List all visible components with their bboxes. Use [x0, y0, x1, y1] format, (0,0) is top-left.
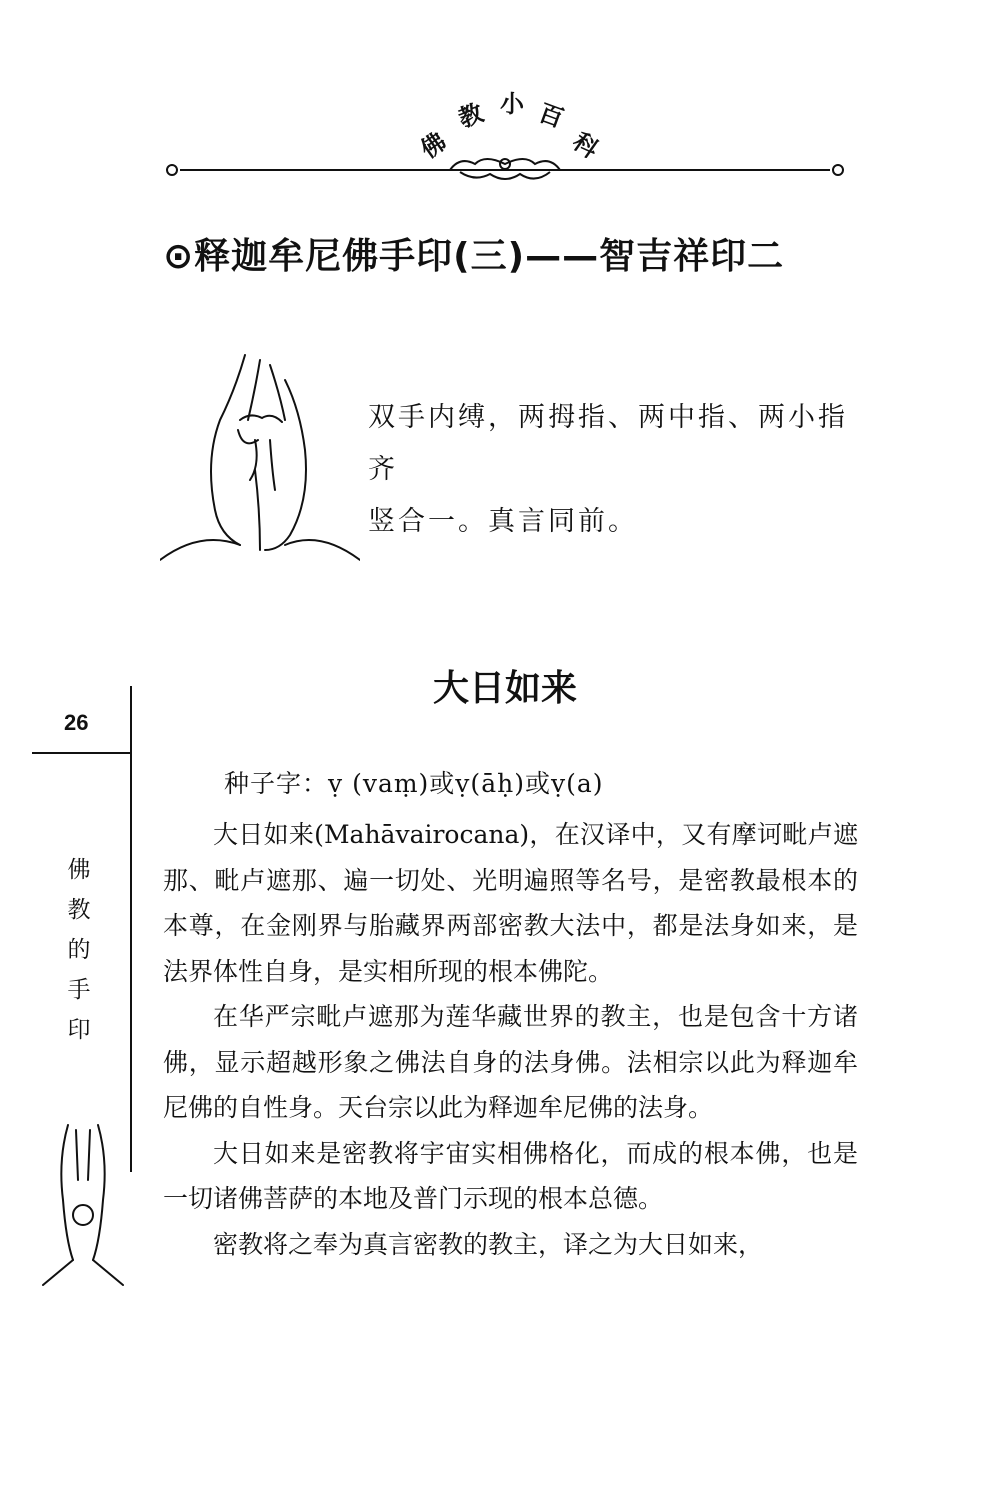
vertical-title-char: 手	[67, 977, 91, 1003]
vertical-title-char: 印	[67, 1017, 91, 1043]
margin-vertical-title	[64, 850, 94, 1050]
vertical-title-char: 教	[67, 897, 91, 923]
header-emblem	[400, 78, 604, 164]
emblem-char: 科	[567, 126, 604, 164]
emblem-char: 教	[454, 97, 487, 134]
mudra-description	[368, 392, 858, 548]
emblem-char: 佛	[415, 126, 452, 164]
paragraph: 在华严宗毗卢遮那为莲华藏世界的教主，也是包含十方诸佛，显示超越形象之佛法自身的法身佛。法相宗以此为释迦牟尼佛的自性身。天台宗以此为释迦牟尼佛的法身。	[163, 1002, 858, 1122]
emblem-char: 小	[500, 89, 524, 118]
margin-divider	[32, 752, 132, 754]
description-line: 竖合一。真言同前。	[368, 506, 638, 537]
paragraph: 大日如来(Mahāvairocana)，在汉译中，又有摩诃毗卢遮那、毗卢遮那、遍一切处、光明遍照等名号，是密教最根本的本尊，在金刚界与胎藏界两部密教大法中，都是法身如来，是法界体性自身，是实相所现的根本佛陀。	[163, 820, 858, 986]
paragraph: 密教将之奉为真言密教的教主，译之为大日如来，	[213, 1229, 764, 1259]
body-text	[163, 812, 858, 1267]
page-number: 26	[64, 710, 89, 735]
seed-syllables: 种子字：ṿ (vaṃ)或ṿ(āḥ)或ṿ(a)	[224, 769, 604, 798]
main-heading: 大日如来	[432, 668, 577, 709]
header-ornamental-rule	[160, 150, 850, 190]
paragraph: 大日如来是密教将宇宙实相佛格化，而成的根本佛，也是一切诸佛菩萨的本地及普门示现的根本总德。	[163, 1138, 858, 1213]
section-title: ⊙释迦牟尼佛手印(三)——智吉祥印二	[163, 236, 785, 277]
mudra-hands-illustration	[160, 350, 360, 570]
vertical-title-char: 佛	[67, 857, 91, 883]
vertical-title-char: 的	[67, 937, 91, 963]
description-line: 双手内缚，两拇指、两中指、两小指齐	[368, 402, 848, 485]
emblem-char: 百	[535, 97, 568, 134]
margin-rule	[130, 686, 132, 1172]
margin-mudra-icon	[38, 1120, 128, 1290]
